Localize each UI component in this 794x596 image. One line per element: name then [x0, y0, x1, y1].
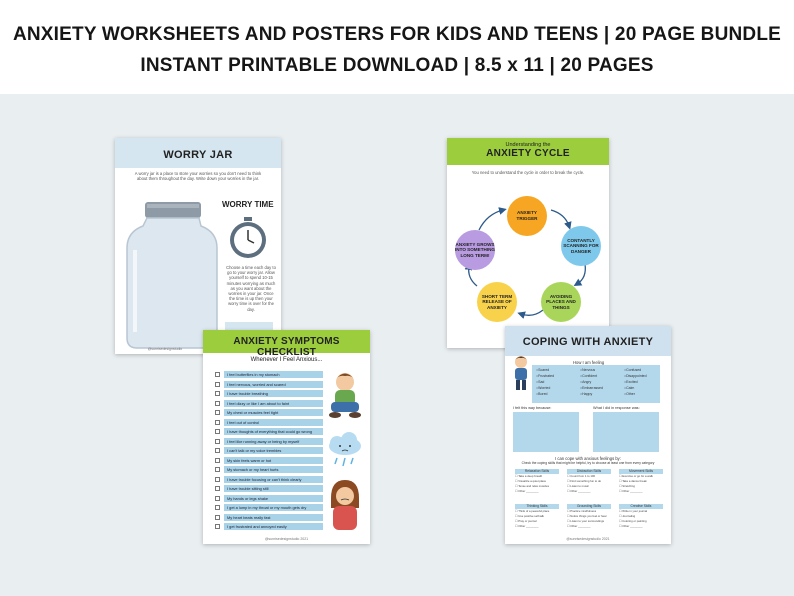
symptoms-subtitle: Whenever I Feel Anxious... [250, 357, 323, 363]
symptom-label: I get a lump in my throat or my mouth gets dry [224, 504, 323, 511]
cycle-step-release: SHORT TERM RELEASE OF ANXIETY [477, 282, 517, 322]
skill-option[interactable]: ☐ Journaling [619, 514, 636, 518]
did-label: What I did in response was: [593, 406, 640, 410]
symptom-label: I feel dizzy or like I am about to faint [224, 400, 323, 407]
felt-label: I felt this way because: [513, 406, 552, 410]
symptom-label: I get frustrated and annoyed easily [224, 523, 323, 530]
symptoms-title: ANXIETY SYMPTOMS CHECKLIST [203, 330, 370, 353]
worry-jar-header [115, 138, 281, 168]
skill-option[interactable]: ☐ Other ________ [515, 524, 539, 528]
symptom-label: My stomach or my heart hurts [224, 466, 323, 473]
symptom-row[interactable] [215, 370, 323, 379]
feeling-option[interactable]: ○ Calm [624, 386, 664, 391]
skill-group-header: Movement Skills [619, 469, 663, 474]
feeling-option[interactable]: ○ Confident [580, 374, 624, 379]
jar-icon [121, 200, 223, 350]
symptom-row[interactable] [215, 399, 323, 408]
worry-jar-page [115, 138, 281, 354]
symptom-label: I have thoughts of everything that could go wrong [224, 428, 323, 435]
skill-option[interactable]: ☐ Other ________ [515, 489, 539, 493]
symptom-label: I feel like running away or being by myself [224, 438, 323, 445]
skill-list [567, 474, 601, 494]
skill-option[interactable]: ☐ Listen to your surroundings [567, 519, 605, 523]
skill-option[interactable]: ☐ Take a deep breath [515, 474, 543, 478]
skill-option[interactable]: ☐ Write in your journal [619, 509, 648, 513]
symptom-label: My hands or legs shake [224, 495, 323, 502]
skill-option[interactable]: ☐ Stretching [619, 484, 635, 488]
symptom-checkbox[interactable] [215, 458, 220, 463]
skill-group-header: Creative Skills [619, 504, 663, 509]
feeling-option[interactable]: ○ Disappointed [624, 374, 664, 379]
cycle-step-trigger: ANXIETY TRIGGER [507, 196, 547, 236]
worry-jar-intro: A worry jar is a place to store your worries so you don't need to think about them throughout the day. Write down your worries in the jar. [134, 171, 262, 182]
cycle-step-avoiding: AVOIDING PLACES AND THINGS [541, 282, 581, 322]
cloud-icon [323, 430, 367, 474]
skill-option[interactable]: ☐ Other ________ [567, 489, 591, 493]
skill-option[interactable]: ☐ Tense and relax muscles [515, 484, 550, 488]
cycle-title-small: Understanding the [505, 142, 551, 148]
cycle-step-scanning: CONTANTLY SCANNING FOR DANGER [561, 226, 601, 266]
feeling-option[interactable]: ○ Worried [536, 386, 580, 391]
skill-group-header: Thinking Skills [515, 504, 559, 509]
feeling-label: How I am feeling [573, 360, 605, 365]
symptom-checkbox[interactable] [215, 505, 220, 510]
symptom-label: I have trouble focusing or can't think clearly [224, 476, 323, 483]
symptom-row[interactable] [215, 389, 323, 398]
symptom-checkbox[interactable] [215, 439, 220, 444]
skill-option[interactable]: ☐ Think of a peaceful place [515, 509, 550, 513]
symptom-label: My heart beats really fast [224, 514, 323, 521]
symptom-checkbox[interactable] [215, 372, 220, 377]
symptom-checkbox[interactable] [215, 401, 220, 406]
title-line-2: INSTANT PRINTABLE DOWNLOAD | 8.5 x 11 | 20 PAGES [140, 55, 654, 76]
skill-list [515, 509, 549, 529]
cycle-subtitle: You need to understand the cycle in order to break the cycle. [471, 170, 585, 175]
symptom-checkbox[interactable] [215, 448, 220, 453]
sad-boy-illustration [323, 370, 367, 420]
skill-list [619, 474, 653, 494]
feelings-grid [536, 368, 664, 397]
symptom-checkbox[interactable] [215, 410, 220, 415]
sad-girl-illustration [323, 478, 367, 532]
skill-option[interactable]: ☐ Coloring or painting [619, 519, 647, 523]
symptom-row[interactable] [215, 522, 323, 531]
feeling-option[interactable]: ○ Excited [624, 380, 664, 385]
symptom-label: My chest or muscles feel tight [224, 409, 323, 416]
skill-option[interactable]: ☐ Listen to music [567, 484, 589, 488]
feeling-option[interactable]: ○ Embarrassed [580, 386, 624, 391]
symptom-row[interactable] [215, 427, 323, 436]
symptom-checkbox[interactable] [215, 420, 220, 425]
feeling-option[interactable]: ○ Angry [580, 380, 624, 385]
skill-group-header: Distraction Skills [567, 469, 611, 474]
coping-footer: @sunrisedesignstudio 2021 [566, 537, 610, 541]
symptom-label: I feel out of control [224, 419, 323, 426]
feeling-option[interactable]: ○ Other [624, 392, 664, 397]
feeling-option[interactable]: ○ Scared [536, 368, 580, 373]
skill-option[interactable]: ☐ Other ________ [619, 524, 643, 528]
worry-time-text: Choose a time each day to go to your worry jar. Allow yourself to spend 10-15 minutes worrying as much as you want about the worries in your jar. Once the time is up then your worry time is over for the day. [226, 265, 276, 312]
title-line-1: ANXIETY WORKSHEETS AND POSTERS FOR KIDS AND TEENS | 20 PAGE BUNDLE [12, 24, 782, 45]
skill-list [515, 474, 549, 494]
child-illustration [509, 354, 533, 394]
skill-option[interactable]: ☐ Other ________ [567, 524, 591, 528]
symptom-row[interactable] [215, 446, 323, 455]
skill-option[interactable]: ☐ Practice mindfulness [567, 509, 597, 513]
symptom-row[interactable] [215, 503, 323, 512]
clock-icon [227, 216, 269, 260]
symptom-checkbox[interactable] [215, 477, 220, 482]
symptom-row[interactable] [215, 437, 323, 446]
skill-list [619, 509, 647, 529]
feeling-option[interactable]: ○ Happy [580, 392, 624, 397]
symptom-label: I feel nervous, worried and scared [224, 381, 323, 388]
cope-sublabel: Check the coping skills that might be helpful, try to choose at least one from every category [521, 461, 655, 465]
symptoms-list [215, 370, 323, 532]
symptom-checkbox[interactable] [215, 382, 220, 387]
anxiety-cycle-page [447, 138, 609, 348]
skill-option[interactable]: ☐ Find something fun to do [567, 479, 602, 483]
skill-option[interactable]: ☐ Exercise or go for a walk [619, 474, 653, 478]
did-box[interactable] [593, 412, 659, 452]
symptom-checkbox[interactable] [215, 391, 220, 396]
decor-strip [225, 322, 273, 330]
feeling-option[interactable]: ○ Bored [536, 392, 580, 397]
symptom-label: I feel butterflies in my stomach [224, 371, 323, 378]
worry-jar-title: WORRY JAR [163, 149, 233, 161]
skill-option[interactable]: ☐ Count from 1 to 100 [567, 474, 596, 478]
symptom-checkbox[interactable] [215, 496, 220, 501]
symptom-row[interactable] [215, 465, 323, 474]
skill-option[interactable]: ☐ Take a dance break [619, 479, 647, 483]
symptom-row[interactable] [215, 418, 323, 427]
skill-option[interactable]: ☐ Visualize a quiet place [515, 479, 547, 483]
cycle-step-grows: ANXIETY GROWS INTO SOMETHING LONG TERM! [455, 230, 495, 270]
symptom-checkbox[interactable] [215, 486, 220, 491]
feeling-option[interactable]: ○ Sad [536, 380, 580, 385]
skill-group-header: Grounding Skills [567, 504, 611, 509]
worry-jar-footer: @sunrisedesignstudio [147, 347, 183, 351]
symptom-row[interactable] [215, 484, 323, 493]
feeling-option[interactable]: ○ Frustrated [536, 374, 580, 379]
symptom-checkbox[interactable] [215, 429, 220, 434]
symptoms-footer: @sunrisedesignstudio 2021 [264, 537, 309, 541]
skill-option[interactable]: ☐ Other ________ [619, 489, 643, 493]
symptom-checkbox[interactable] [215, 515, 220, 520]
skill-option[interactable]: ☐ Use positive self-talk [515, 514, 544, 518]
symptom-label: My skin feels warm or hot [224, 457, 323, 464]
symptom-label: I can't talk or my voice trembles [224, 447, 323, 454]
skill-group-header: Relaxation Skills [515, 469, 559, 474]
coping-page [505, 326, 671, 544]
skill-option[interactable]: ☐ Pray or journal [515, 519, 537, 523]
header [0, 0, 794, 94]
symptom-label: I have trouble sitting still [224, 485, 323, 492]
worry-time-title: WORRY TIME [222, 200, 274, 209]
feeling-option[interactable]: ○ Confused [624, 368, 664, 373]
symptom-row[interactable] [215, 456, 323, 465]
symptom-row[interactable] [215, 408, 323, 417]
felt-box[interactable] [513, 412, 579, 452]
symptoms-checklist-page [203, 330, 370, 544]
symptom-checkbox[interactable] [215, 467, 220, 472]
symptom-label: I have trouble breathing [224, 390, 323, 397]
cycle-title: ANXIETY CYCLE [486, 148, 570, 159]
feeling-option[interactable]: ○ Nervous [580, 368, 624, 373]
cope-label: I can cope with anxious feelings by: [555, 456, 621, 461]
symptom-checkbox[interactable] [215, 524, 220, 529]
symptom-row[interactable] [215, 513, 323, 522]
coping-title: COPING WITH ANXIETY [505, 326, 671, 356]
skill-list [567, 509, 607, 529]
symptom-row[interactable] [215, 475, 323, 484]
skill-option[interactable]: ☐ Notice things you feel or hear [567, 514, 607, 518]
symptom-row[interactable] [215, 380, 323, 389]
symptom-row[interactable] [215, 494, 323, 503]
